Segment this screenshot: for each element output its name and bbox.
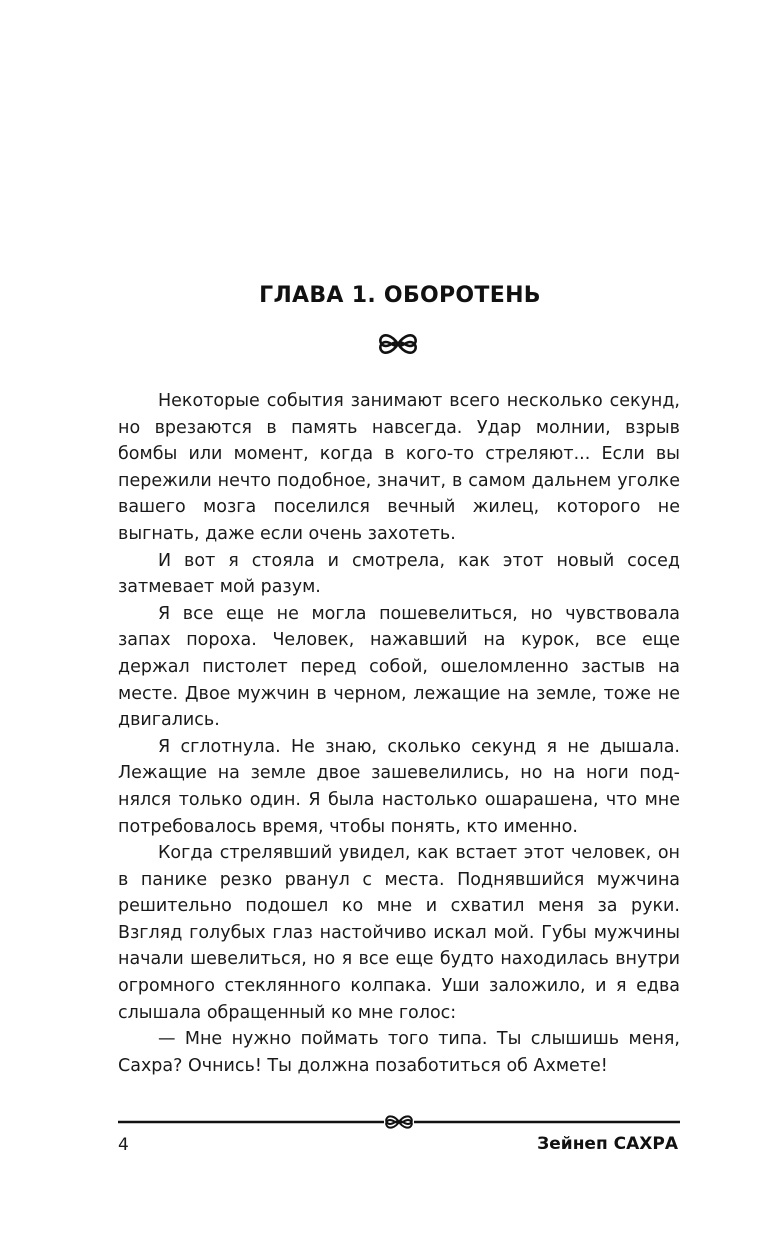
- paragraph: Некоторые события занимают всего несколько секунд, но врезаются в память навсегда. Удар молнии, взрыв бомбы или момент, когда в кого-то стреляют... Если вы пережили нечто подобное, значит, в самом дальнем уголке вашего мозга поселился вечный жилец, которого не выгнать, даже если очень захотеть.: [118, 391, 680, 544]
- knot-ornament-small-icon: [386, 1116, 412, 1127]
- page-number: 4: [118, 1135, 129, 1155]
- footer-rule: [118, 1110, 680, 1134]
- paragraph: Я все еще не могла пошевелиться, но чувствовала запах пороха. Человек, нажавший на курок, все еще держал пистолет перед собой, ошеломленно застыв на месте. Двое мужчин в черном, лежащие на земле, тоже не двигались.: [118, 603, 680, 731]
- paragraph: Когда стрелявший увидел, как встает этот человек, он в панике резко рванул с места. Поднявшийся мужчина решительно подошел ко мне и схватил меня за руки. Взгляд голубых глаз настойчиво искал мой. Губы мужчины начали шевелиться, но я все еще будто находилась внутри огромного стеклянного колпака. Уши заложило, и я едва слышала обращенный ко мне голос:: [118, 843, 680, 1023]
- paragraph: — Мне нужно поймать того типа. Ты слышишь меня, Сахра? Очнись! Ты должна позаботиться об Ахмете!: [118, 1029, 680, 1076]
- paragraph: Я сглотнула. Не знаю, сколько секунд я не дышала. Лежащие на земле двое зашевелились, но на ноги поднялся только один. Я была настолько ошарашена, что мне потребовалось время, чтобы понять, кто именно.: [118, 736, 680, 837]
- paragraph: И вот я стояла и смотрела, как этот новый сосед затмевает мой разум.: [118, 550, 680, 598]
- running-head-author: Зейнеп САХРА: [537, 1134, 678, 1154]
- chapter-title: ГЛАВА 1. ОБОРОТЕНЬ: [259, 283, 541, 308]
- chapter-body: [118, 388, 680, 1079]
- knot-ornament-icon: [378, 331, 418, 357]
